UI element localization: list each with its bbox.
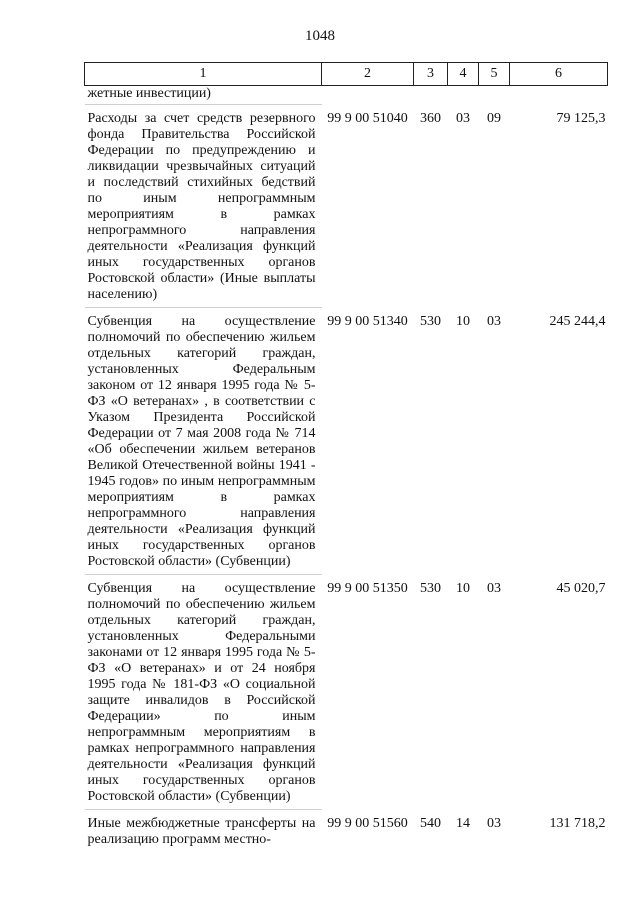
row-amount: 245 244,4 xyxy=(549,313,606,329)
row-target-code: 99 9 00 51040 xyxy=(327,110,408,126)
row-amount: 131 718,2 xyxy=(549,815,606,831)
column-header-6: 6 xyxy=(510,63,608,86)
column-header-5: 5 xyxy=(479,63,510,86)
table-row xyxy=(85,308,608,575)
row-section: 10 xyxy=(456,580,470,596)
row-section: 14 xyxy=(456,815,470,831)
row-target-code: 99 9 00 51350 xyxy=(327,580,408,596)
column-header-3: 3 xyxy=(414,63,448,86)
row-description: Иные межбюджетные трансферты на реализацию программ местно- xyxy=(85,810,322,853)
table-row xyxy=(85,810,608,853)
row-subsection: 03 xyxy=(487,580,501,596)
row-description: Субвенция на осуществление полномочий по обеспечению жильем отдельных категорий граждан, установленных Федеральным законом от 12 января 1995 года № 5-ФЗ «О ветеранах» , в соответствии с Указом Президента Российской Федерации от 7 мая 2008 года № 714 «Об обеспечении жильем ветеранов Великой Отечественной войны 1941 - 1945 годов» по иным непрограммным мероприятиям в рамках непрограммного направления деятельности «Реализация функций иных государственных органов Ростовской области» (Субвенции) xyxy=(85,308,322,575)
table-row xyxy=(85,575,608,810)
row-target-code: 99 9 00 51340 xyxy=(327,313,408,329)
budget-table xyxy=(84,62,608,852)
continuation-text: жетные инвестиции) xyxy=(87,86,211,101)
row-subsection: 03 xyxy=(487,313,501,329)
row-description: Расходы за счет средств резервного фонда Правительства Российской Федерации по предупреждению и ликвидации чрезвычайных ситуаций и последствий стихийных бедствий по иным непрограммным мероприятиям в рамках непрограммного направления деятельности «Реализация функций иных государственных органов Ростовской области» (Иные выплаты населению) xyxy=(85,105,322,308)
column-header-2: 2 xyxy=(322,63,414,86)
row-description: Субвенция на осуществление полномочий по обеспечению жильем отдельных категорий граждан, установленных Федеральными законами от 12 января 1995 года № 5-ФЗ «О ветеранах» и от 24 ноября 1995 года № 181-ФЗ «О социальной защите инвалидов в Российской Федерации» по иным непрограммным мероприятиям в рамках непрограммного направления деятельности «Реализация функций иных государственных органов Ростовской области» (Субвенции) xyxy=(85,575,322,810)
row-subsection: 03 xyxy=(487,815,501,831)
row-section: 03 xyxy=(456,110,470,126)
table-row xyxy=(85,105,608,308)
row-amount: 79 125,3 xyxy=(556,110,606,126)
row-expense-type: 540 xyxy=(420,815,441,831)
row-subsection: 09 xyxy=(487,110,501,126)
column-header-1: 1 xyxy=(85,63,322,86)
row-expense-type: 530 xyxy=(420,580,441,596)
table-header-row xyxy=(85,63,608,86)
row-target-code: 99 9 00 51560 xyxy=(327,815,408,831)
row-amount: 45 020,7 xyxy=(556,580,606,596)
column-header-4: 4 xyxy=(448,63,479,86)
page-number: 1048 xyxy=(305,28,335,44)
row-section: 10 xyxy=(456,313,470,329)
table-row-continuation xyxy=(85,86,608,105)
row-expense-type: 530 xyxy=(420,313,441,329)
row-expense-type: 360 xyxy=(420,110,441,126)
